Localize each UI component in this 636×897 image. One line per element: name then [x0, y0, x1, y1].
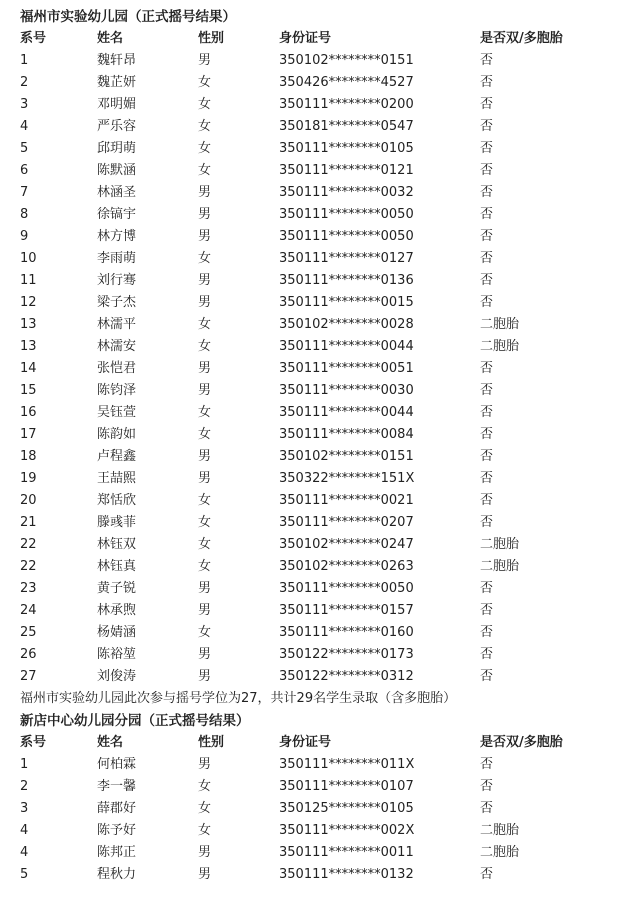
cell-number: 5	[20, 867, 29, 882]
cell-name: 林濡安	[97, 339, 137, 354]
cell-name: 梁子杰	[97, 295, 137, 310]
cell-name: 林方博	[97, 229, 137, 244]
header-name: 姓名	[97, 31, 124, 46]
cell-twins: 否	[480, 383, 494, 398]
section-2-rows	[0, 754, 636, 886]
cell-twins: 否	[480, 361, 494, 376]
cell-number: 17	[20, 427, 37, 442]
cell-id-number: 350111********0105	[279, 141, 414, 156]
cell-twins: 否	[480, 471, 494, 486]
cell-id-number: 350122********0312	[279, 669, 414, 684]
cell-gender: 男	[198, 229, 212, 244]
cell-id-number: 350111********0044	[279, 405, 414, 420]
cell-name: 魏芷妍	[97, 75, 137, 90]
cell-number: 20	[20, 493, 37, 508]
cell-name: 郑恬欣	[97, 493, 137, 508]
cell-twins: 否	[480, 801, 494, 816]
cell-name: 黄子锐	[97, 581, 137, 596]
cell-id-number: 350322********151X	[279, 471, 415, 486]
cell-number: 5	[20, 141, 29, 156]
table-row	[0, 490, 636, 512]
cell-name: 李一馨	[97, 779, 137, 794]
cell-gender: 男	[198, 53, 212, 68]
cell-twins: 否	[480, 779, 494, 794]
cell-number: 22	[20, 559, 37, 574]
cell-gender: 女	[198, 119, 212, 134]
section-2-table	[0, 732, 636, 886]
table-row	[0, 116, 636, 138]
cell-gender: 女	[198, 493, 212, 508]
cell-twins: 否	[480, 295, 494, 310]
cell-name: 林涵圣	[97, 185, 137, 200]
cell-twins: 否	[480, 625, 494, 640]
table-row	[0, 94, 636, 116]
cell-id-number: 350111********0132	[279, 867, 414, 882]
cell-number: 16	[20, 405, 37, 420]
cell-name: 邓明媚	[97, 97, 137, 112]
table-row	[0, 336, 636, 358]
cell-name: 何柏霖	[97, 757, 137, 772]
cell-number: 7	[20, 185, 29, 200]
cell-id-number: 350125********0105	[279, 801, 414, 816]
table-row	[0, 402, 636, 424]
cell-gender: 女	[198, 339, 212, 354]
cell-id-number: 350111********0157	[279, 603, 414, 618]
cell-gender: 女	[198, 625, 212, 640]
cell-number: 3	[20, 97, 29, 112]
cell-twins: 否	[480, 141, 494, 156]
cell-id-number: 350111********0050	[279, 207, 414, 222]
cell-number: 2	[20, 75, 29, 90]
cell-number: 3	[20, 801, 29, 816]
cell-gender: 男	[198, 647, 212, 662]
cell-id-number: 350181********0547	[279, 119, 414, 134]
cell-number: 10	[20, 251, 37, 266]
table-row	[0, 50, 636, 72]
cell-number: 12	[20, 295, 37, 310]
cell-name: 刘俊涛	[97, 669, 137, 684]
cell-id-number: 350111********0084	[279, 427, 414, 442]
cell-name: 林承煦	[97, 603, 137, 618]
cell-id-number: 350111********0044	[279, 339, 414, 354]
cell-number: 11	[20, 273, 37, 288]
cell-gender: 男	[198, 185, 212, 200]
cell-name: 林钰双	[97, 537, 137, 552]
cell-gender: 女	[198, 405, 212, 420]
cell-twins: 二胞胎	[480, 823, 520, 838]
cell-twins: 否	[480, 119, 494, 134]
cell-twins: 否	[480, 273, 494, 288]
cell-id-number: 350102********0028	[279, 317, 414, 332]
cell-gender: 男	[198, 383, 212, 398]
cell-gender: 男	[198, 603, 212, 618]
header-id-number: 身份证号	[279, 31, 332, 46]
cell-number: 14	[20, 361, 37, 376]
cell-id-number: 350111********002X	[279, 823, 415, 838]
cell-gender: 男	[198, 361, 212, 376]
cell-number: 18	[20, 449, 37, 464]
cell-twins: 否	[480, 669, 494, 684]
cell-number: 1	[20, 53, 29, 68]
cell-twins: 否	[480, 603, 494, 618]
cell-gender: 男	[198, 273, 212, 288]
cell-name: 李雨萌	[97, 251, 137, 266]
cell-name: 陈裕堃	[97, 647, 137, 662]
cell-gender: 男	[198, 581, 212, 596]
cell-twins: 否	[480, 581, 494, 596]
cell-gender: 男	[198, 669, 212, 684]
cell-gender: 男	[198, 845, 212, 860]
cell-id-number: 350426********4527	[279, 75, 414, 90]
table-row	[0, 864, 636, 886]
table-row	[0, 666, 636, 688]
cell-id-number: 350111********0107	[279, 779, 414, 794]
cell-twins: 二胞胎	[480, 559, 520, 574]
cell-id-number: 350102********0151	[279, 53, 414, 68]
table-row	[0, 226, 636, 248]
table-row	[0, 556, 636, 578]
cell-name: 刘行骞	[97, 273, 137, 288]
table-row	[0, 358, 636, 380]
cell-twins: 否	[480, 229, 494, 244]
cell-twins: 否	[480, 163, 494, 178]
cell-name: 陈予好	[97, 823, 137, 838]
header-twins: 是否双/多胞胎	[480, 31, 563, 46]
cell-number: 23	[20, 581, 37, 596]
cell-name: 陈默涵	[97, 163, 137, 178]
cell-name: 薛郡好	[97, 801, 137, 816]
table-row	[0, 512, 636, 534]
table-row	[0, 468, 636, 490]
cell-gender: 女	[198, 823, 212, 838]
section-1-note: 福州市实验幼儿园此次参与摇号学位为27，共计29名学生录取（含多胞胎）	[20, 691, 457, 706]
cell-gender: 女	[198, 515, 212, 530]
cell-gender: 女	[198, 317, 212, 332]
cell-twins: 否	[480, 185, 494, 200]
cell-name: 程秋力	[97, 867, 137, 882]
table-row	[0, 622, 636, 644]
cell-number: 27	[20, 669, 37, 684]
cell-twins: 否	[480, 493, 494, 508]
cell-twins: 否	[480, 757, 494, 772]
cell-id-number: 350102********0151	[279, 449, 414, 464]
cell-name: 邱玥萌	[97, 141, 137, 156]
cell-gender: 女	[198, 537, 212, 552]
table-row	[0, 644, 636, 666]
cell-name: 林濡平	[97, 317, 137, 332]
cell-gender: 女	[198, 427, 212, 442]
cell-name: 严乐容	[97, 119, 137, 134]
cell-id-number: 350111********0050	[279, 581, 414, 596]
cell-gender: 女	[198, 163, 212, 178]
cell-name: 滕彧菲	[97, 515, 137, 530]
cell-name: 张恺君	[97, 361, 137, 376]
cell-id-number: 350111********0127	[279, 251, 414, 266]
cell-gender: 女	[198, 779, 212, 794]
cell-gender: 男	[198, 471, 212, 486]
cell-name: 王喆熙	[97, 471, 137, 486]
cell-name: 陈韵如	[97, 427, 137, 442]
table-row	[0, 160, 636, 182]
cell-id-number: 350111********011X	[279, 757, 415, 772]
cell-gender: 女	[198, 97, 212, 112]
cell-id-number: 350102********0263	[279, 559, 414, 574]
cell-gender: 女	[198, 559, 212, 574]
cell-number: 9	[20, 229, 29, 244]
cell-name: 吴钰萱	[97, 405, 137, 420]
cell-id-number: 350122********0173	[279, 647, 414, 662]
cell-number: 4	[20, 119, 29, 134]
section-1-rows	[0, 50, 636, 688]
header-gender: 性别	[198, 31, 225, 46]
cell-id-number: 350111********0160	[279, 625, 414, 640]
table-row	[0, 292, 636, 314]
table-row	[0, 776, 636, 798]
cell-number: 15	[20, 383, 37, 398]
cell-gender: 女	[198, 75, 212, 90]
cell-number: 13	[20, 339, 37, 354]
cell-twins: 否	[480, 515, 494, 530]
cell-number: 4	[20, 823, 29, 838]
cell-twins: 否	[480, 251, 494, 266]
cell-twins: 否	[480, 97, 494, 112]
cell-twins: 二胞胎	[480, 317, 520, 332]
cell-name: 徐镐宇	[97, 207, 137, 222]
table-row	[0, 842, 636, 864]
cell-name: 林钰真	[97, 559, 137, 574]
cell-id-number: 350111********0030	[279, 383, 414, 398]
cell-name: 陈邦正	[97, 845, 137, 860]
cell-twins: 否	[480, 75, 494, 90]
cell-number: 4	[20, 845, 29, 860]
header-twins: 是否双/多胞胎	[480, 735, 563, 750]
header-id-number: 身份证号	[279, 735, 332, 750]
cell-id-number: 350111********0015	[279, 295, 414, 310]
cell-gender: 男	[198, 757, 212, 772]
cell-gender: 女	[198, 141, 212, 156]
table-row	[0, 72, 636, 94]
cell-number: 25	[20, 625, 37, 640]
table-row	[0, 424, 636, 446]
cell-name: 卢程鑫	[97, 449, 137, 464]
cell-name: 杨婧涵	[97, 625, 137, 640]
cell-id-number: 350111********0200	[279, 97, 414, 112]
cell-id-number: 350111********0050	[279, 229, 414, 244]
cell-id-number: 350111********0021	[279, 493, 414, 508]
table-row	[0, 534, 636, 556]
cell-id-number: 350111********0011	[279, 845, 414, 860]
cell-id-number: 350111********0136	[279, 273, 414, 288]
cell-twins: 否	[480, 207, 494, 222]
cell-gender: 男	[198, 449, 212, 464]
cell-number: 8	[20, 207, 29, 222]
cell-twins: 否	[480, 53, 494, 68]
table-row	[0, 314, 636, 336]
cell-number: 6	[20, 163, 29, 178]
cell-gender: 男	[198, 295, 212, 310]
cell-number: 21	[20, 515, 37, 530]
cell-id-number: 350111********0207	[279, 515, 414, 530]
header-gender: 性别	[198, 735, 225, 750]
table-row	[0, 754, 636, 776]
cell-gender: 男	[198, 867, 212, 882]
table-row	[0, 380, 636, 402]
cell-id-number: 350102********0247	[279, 537, 414, 552]
cell-twins: 否	[480, 647, 494, 662]
cell-id-number: 350111********0032	[279, 185, 414, 200]
cell-id-number: 350111********0121	[279, 163, 414, 178]
table-row	[0, 820, 636, 842]
cell-twins: 二胞胎	[480, 845, 520, 860]
section-1-table	[0, 28, 636, 688]
cell-twins: 否	[480, 449, 494, 464]
cell-gender: 女	[198, 251, 212, 266]
cell-twins: 二胞胎	[480, 339, 520, 354]
header-name: 姓名	[97, 735, 124, 750]
table-row	[0, 248, 636, 270]
table-row	[0, 138, 636, 160]
cell-number: 22	[20, 537, 37, 552]
cell-name: 魏轩昂	[97, 53, 137, 68]
cell-number: 1	[20, 757, 29, 772]
cell-number: 19	[20, 471, 37, 486]
cell-gender: 女	[198, 801, 212, 816]
cell-number: 13	[20, 317, 37, 332]
table-row	[0, 204, 636, 226]
header-number: 系号	[20, 31, 47, 46]
section-2-title: 新店中心幼儿园分园（正式摇号结果）	[20, 713, 250, 729]
cell-twins: 否	[480, 427, 494, 442]
cell-number: 26	[20, 647, 37, 662]
table-row	[0, 270, 636, 292]
header-number: 系号	[20, 735, 47, 750]
cell-number: 2	[20, 779, 29, 794]
table-row	[0, 600, 636, 622]
section-1-title: 福州市实验幼儿园（正式摇号结果）	[20, 9, 236, 25]
cell-gender: 男	[198, 207, 212, 222]
table-header-row	[0, 732, 636, 754]
table-row	[0, 798, 636, 820]
table-row	[0, 182, 636, 204]
table-row	[0, 578, 636, 600]
cell-twins: 二胞胎	[480, 537, 520, 552]
cell-id-number: 350111********0051	[279, 361, 414, 376]
cell-number: 24	[20, 603, 37, 618]
cell-twins: 否	[480, 405, 494, 420]
table-row	[0, 446, 636, 468]
cell-twins: 否	[480, 867, 494, 882]
cell-name: 陈钧泽	[97, 383, 137, 398]
table-header-row	[0, 28, 636, 50]
